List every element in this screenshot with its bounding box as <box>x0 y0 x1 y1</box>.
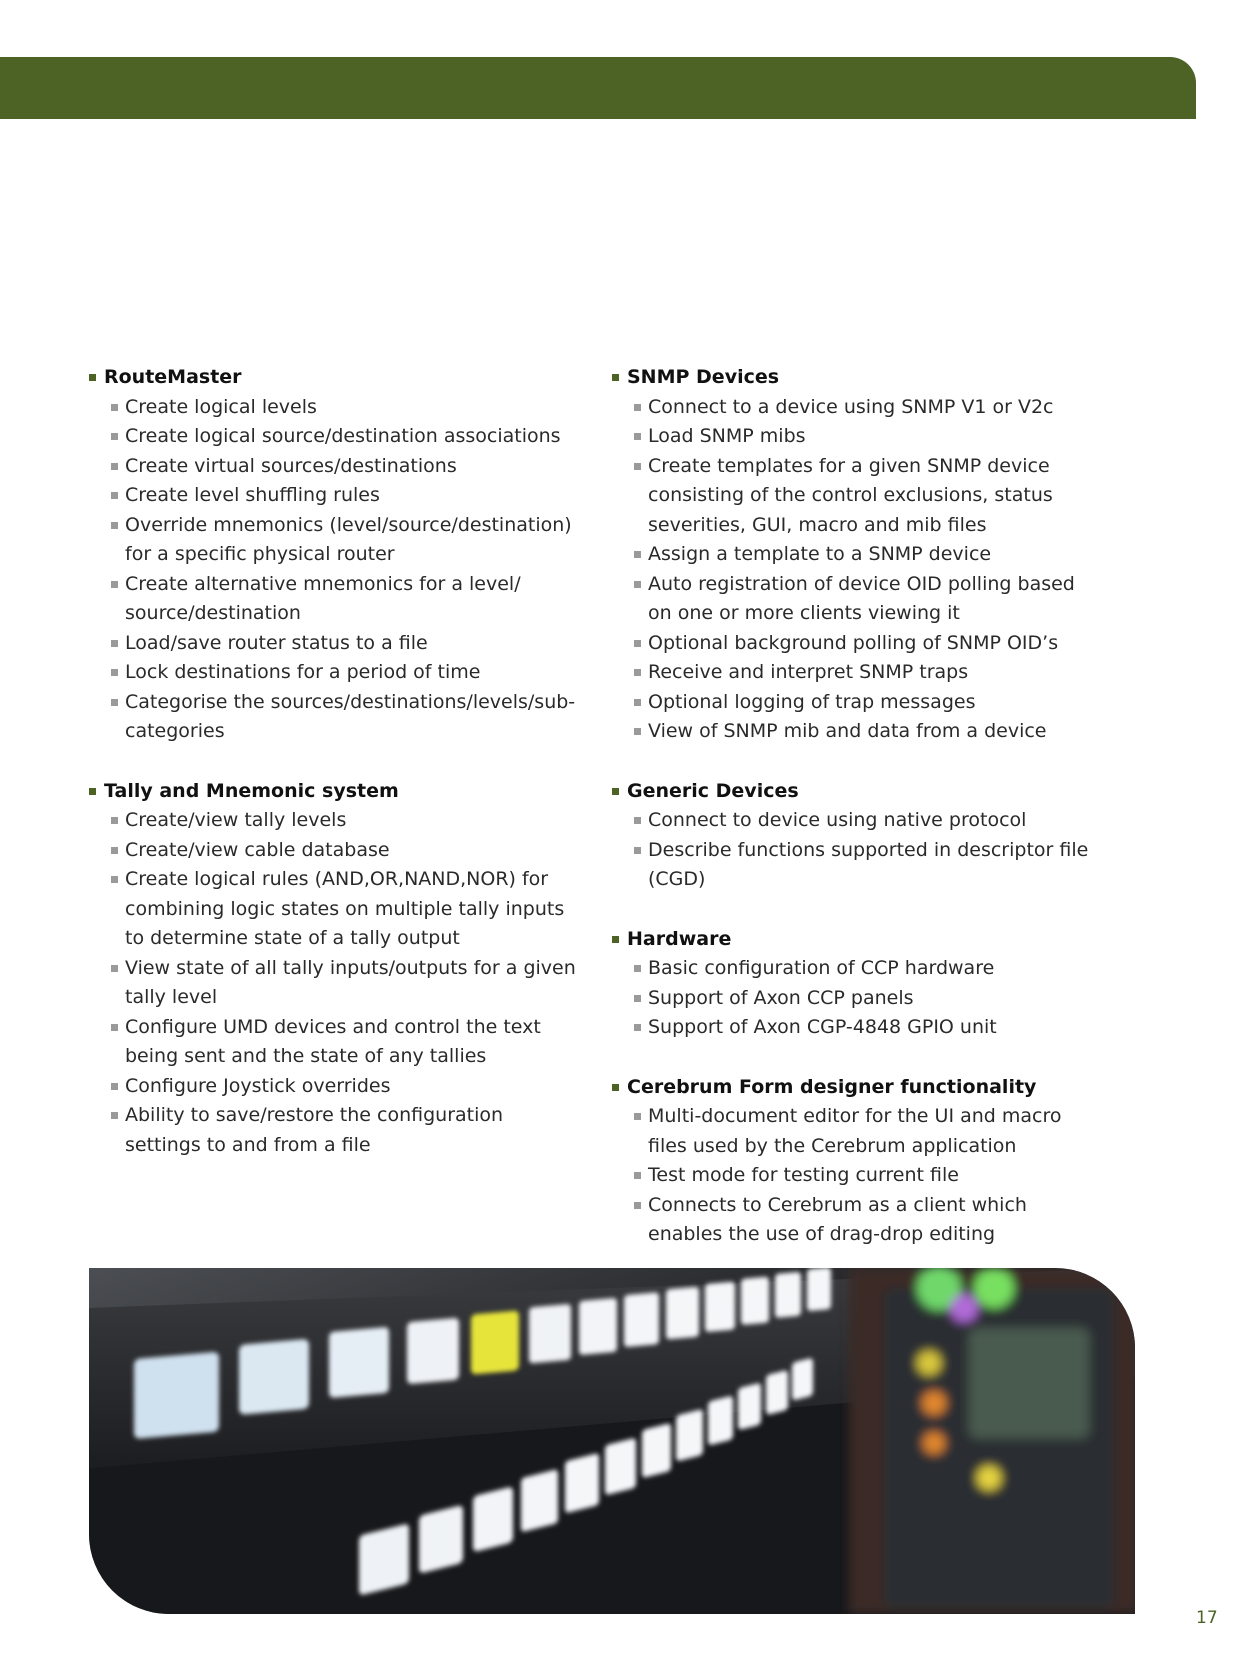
section-title-text: RouteMaster <box>104 366 242 388</box>
square-bullet-icon <box>111 699 118 706</box>
square-bullet-icon <box>634 965 641 972</box>
section-title-text: Hardware <box>627 927 732 950</box>
section-generic-devices <box>612 777 1117 895</box>
square-bullet-icon <box>634 1172 641 1179</box>
list-item-line: Configure Joystick overrides <box>125 1074 391 1097</box>
list-item <box>89 1072 594 1102</box>
list-item <box>89 393 594 423</box>
section-routemaster <box>89 363 594 747</box>
list-item-line: Create logical rules (AND,OR,NAND,NOR) for <box>125 868 549 890</box>
section-hardware <box>612 925 1117 1043</box>
list-item <box>89 1101 594 1160</box>
square-bullet-icon <box>612 1084 619 1091</box>
list-item <box>612 422 1117 452</box>
square-bullet-icon <box>634 669 641 676</box>
list-item-line: View of SNMP mib and data from a device <box>648 720 1047 742</box>
list-item <box>612 688 1117 718</box>
feature-list <box>612 806 1117 895</box>
square-bullet-icon <box>111 1083 118 1090</box>
section-title-text: Generic Devices <box>627 779 799 802</box>
feature-list <box>612 954 1117 1043</box>
list-item-line: combining logic states on multiple tally inputs <box>125 897 565 920</box>
list-item-line: Basic configuration of CCP hardware <box>648 957 995 979</box>
list-item-line: Multi-document editor for the UI and macro <box>648 1105 1062 1127</box>
square-bullet-icon <box>111 817 118 824</box>
square-bullet-icon <box>634 640 641 647</box>
feature-list <box>612 1102 1117 1250</box>
list-item-line: Override mnemonics (level/source/destination) <box>125 513 572 536</box>
list-item <box>612 393 1117 423</box>
square-bullet-icon <box>111 1112 118 1119</box>
list-item-line: Create logical source/destination associations <box>125 425 561 447</box>
list-item-line: files used by the Cerebrum application <box>648 1134 1017 1157</box>
square-bullet-icon <box>634 463 641 470</box>
square-bullet-icon <box>111 463 118 470</box>
square-bullet-icon <box>634 581 641 588</box>
square-bullet-icon <box>111 404 118 411</box>
square-bullet-icon <box>89 788 96 795</box>
list-item <box>612 1161 1117 1191</box>
square-bullet-icon <box>634 551 641 558</box>
list-item <box>612 836 1117 895</box>
section-title <box>612 363 1117 393</box>
list-item-line: View state of all tally inputs/outputs for a given <box>125 956 576 979</box>
list-item-line: being sent and the state of any tallies <box>125 1045 487 1067</box>
square-bullet-icon <box>634 404 641 411</box>
list-item-line: Auto registration of device OID polling based <box>648 572 1075 595</box>
square-bullet-icon <box>111 669 118 676</box>
list-item-line: Connect to device using native protocol <box>648 809 1027 831</box>
list-item-line: Load SNMP mibs <box>648 425 806 447</box>
square-bullet-icon <box>111 1024 118 1031</box>
square-bullet-icon <box>111 581 118 588</box>
list-item <box>89 1013 594 1072</box>
square-bullet-icon <box>634 847 641 854</box>
list-item-line: Create/view tally levels <box>125 809 347 831</box>
list-item <box>89 836 594 866</box>
list-item-line: Create virtual sources/destinations <box>125 454 457 477</box>
list-item <box>612 540 1117 570</box>
list-item <box>612 954 1117 984</box>
list-item <box>612 570 1117 629</box>
list-item-line: Support of Axon CGP-4848 GPIO unit <box>648 1016 997 1038</box>
list-item <box>89 452 594 482</box>
square-bullet-icon <box>111 876 118 883</box>
list-item-line: Support of Axon CCP panels <box>648 986 914 1009</box>
square-bullet-icon <box>634 1024 641 1031</box>
square-bullet-icon <box>111 522 118 529</box>
list-item-line: Create logical levels <box>125 395 317 418</box>
list-item-line: Optional background polling of SNMP OID’s <box>648 631 1059 654</box>
list-item <box>89 688 594 747</box>
section-title-text: Cerebrum Form designer functionality <box>627 1075 1037 1098</box>
list-item-line: for a specific physical router <box>125 543 395 565</box>
list-item <box>612 1013 1117 1043</box>
list-item-line: Lock destinations for a period of time <box>125 661 481 683</box>
list-item-line: Connect to a device using SNMP V1 or V2c <box>648 395 1054 418</box>
list-item <box>612 658 1117 688</box>
square-bullet-icon <box>111 640 118 647</box>
feature-list <box>612 393 1117 747</box>
list-item-line: on one or more clients viewing it <box>648 602 960 624</box>
list-item <box>612 806 1117 836</box>
control-panel-photo <box>89 1268 1135 1614</box>
list-item <box>612 1102 1117 1161</box>
list-item <box>612 1191 1117 1250</box>
list-item-line: consisting of the control exclusions, status <box>648 484 1053 506</box>
section-tally-and-mnemonic-system <box>89 777 594 1161</box>
list-item-line: Receive and interpret SNMP traps <box>648 661 969 683</box>
list-item-line: Create alternative mnemonics for a level/ <box>125 572 521 595</box>
list-item-line: Ability to save/restore the configuration <box>125 1104 504 1126</box>
list-item-line: severities, GUI, macro and mib files <box>648 513 987 536</box>
right-column <box>612 363 1117 1280</box>
section-cerebrum-form-designer-functionality <box>612 1073 1117 1250</box>
list-item-line: source/destination <box>125 602 301 624</box>
square-bullet-icon <box>89 374 96 381</box>
list-item <box>612 717 1117 747</box>
square-bullet-icon <box>634 1113 641 1120</box>
square-bullet-icon <box>634 433 641 440</box>
list-item <box>612 984 1117 1014</box>
list-item <box>89 658 594 688</box>
square-bullet-icon <box>111 492 118 499</box>
list-item <box>89 629 594 659</box>
square-bullet-icon <box>111 965 118 972</box>
feature-list <box>89 393 594 747</box>
section-title <box>612 1073 1117 1103</box>
list-item <box>89 865 594 954</box>
square-bullet-icon <box>634 1202 641 1209</box>
square-bullet-icon <box>634 699 641 706</box>
square-bullet-icon <box>634 728 641 735</box>
list-item <box>89 806 594 836</box>
list-item-line: Load/save router status to a file <box>125 631 428 654</box>
list-item-line: to determine state of a tally output <box>125 927 460 949</box>
side-module <box>849 1268 1135 1614</box>
page-number: 17 <box>1196 1608 1218 1628</box>
list-item-line: Create level shuffling rules <box>125 484 380 506</box>
list-item-line: tally level <box>125 986 218 1008</box>
control-panel-illustration <box>89 1268 1135 1614</box>
list-item-line: (CGD) <box>648 868 706 890</box>
square-bullet-icon <box>111 433 118 440</box>
section-title-text: Tally and Mnemonic system <box>104 779 399 802</box>
left-column <box>89 363 594 1190</box>
section-title <box>89 777 594 807</box>
section-title-text: SNMP Devices <box>627 366 780 388</box>
list-item-line: Connects to Cerebrum as a client which <box>648 1193 1027 1216</box>
section-title <box>89 363 594 393</box>
list-item-line: Optional logging of trap messages <box>648 690 976 713</box>
square-bullet-icon <box>634 817 641 824</box>
square-bullet-icon <box>612 374 619 381</box>
list-item-line: categories <box>125 720 225 742</box>
square-bullet-icon <box>612 788 619 795</box>
square-bullet-icon <box>111 847 118 854</box>
list-item <box>89 954 594 1013</box>
list-item-line: settings to and from a file <box>125 1133 371 1156</box>
list-item <box>89 570 594 629</box>
square-bullet-icon <box>634 995 641 1002</box>
feature-list <box>89 806 594 1160</box>
list-item-line: Create templates for a given SNMP device <box>648 454 1050 477</box>
list-item-line: Assign a template to a SNMP device <box>648 543 992 565</box>
list-item <box>89 422 594 452</box>
header-band <box>0 57 1196 119</box>
section-snmp-devices <box>612 363 1117 747</box>
list-item <box>612 629 1117 659</box>
list-item-line: Describe functions supported in descriptor file <box>648 838 1089 861</box>
list-item <box>89 481 594 511</box>
list-item <box>89 511 594 570</box>
list-item-line: Test mode for testing current file <box>648 1164 959 1186</box>
list-item <box>612 452 1117 541</box>
list-item-line: Configure UMD devices and control the text <box>125 1015 541 1038</box>
list-item-line: Create/view cable database <box>125 838 390 861</box>
list-item-line: enables the use of drag-drop editing <box>648 1223 996 1245</box>
section-title <box>612 777 1117 807</box>
square-bullet-icon <box>612 936 619 943</box>
section-title <box>612 925 1117 955</box>
list-item-line: Categorise the sources/destinations/levels/sub- <box>125 690 576 713</box>
